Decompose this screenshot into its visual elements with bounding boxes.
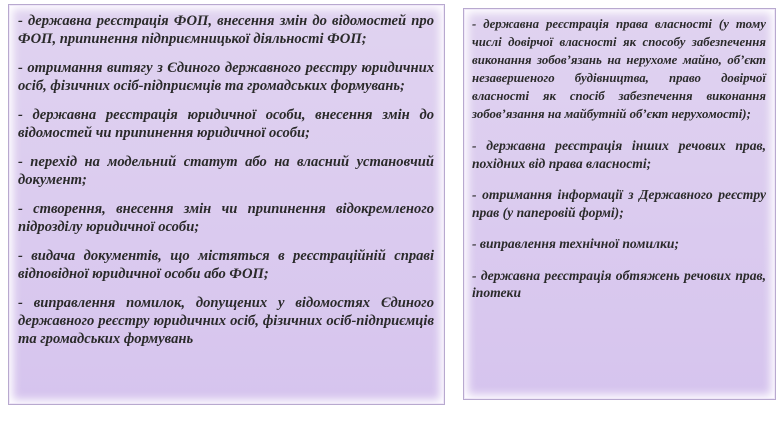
list-item: - створення, внесення змін чи припинення відокремленого підрозділу юридичної особи;: [18, 201, 434, 235]
list-item: - виправлення технічної помилки;: [472, 236, 679, 251]
left-services-panel: [8, 4, 445, 405]
right-services-panel: [463, 8, 776, 400]
list-item: - отримання інформації з Державного реєстру прав (у паперовій формі);: [472, 187, 766, 220]
list-item: - виправлення помилок, допущених у відомостях Єдиного державного реєстру юридичних осіб, фізичних осіб-підприємців та громадських формувань: [18, 295, 434, 347]
list-item: - видача документів, що містяться в реєстраційній справі відповідної юридичної особи або ФОП;: [18, 248, 434, 282]
list-item: - державна реєстрація права власності (у тому числі довірчої власності як способу забезпечення виконання зобов’язань на нерухоме майно, об’єкт незавершеного будівництва, право довірчої власності як спосіб забезпечення виконання зобов’язання на майбутній об’єкт нерухомості);: [472, 17, 766, 121]
list-item: - державна реєстрація ФОП, внесення змін до відомостей про ФОП, припинення підприємницької діяльності ФОП;: [18, 13, 434, 47]
list-item: - державна реєстрація юридичної особи, внесення змін до відомостей чи припинення юридичної особи;: [18, 107, 434, 141]
list-item: - отримання витягу з Єдиного державного реєстру юридичних осіб, фізичних осіб-підприємців та громадських формувань;: [18, 60, 434, 94]
list-item: - перехід на модельний статут або на власний установчий документ;: [18, 154, 434, 188]
list-item: - державна реєстрація інших речових прав, похідних від права власності;: [472, 138, 766, 171]
list-item: - державна реєстрація обтяжень речових прав, іпотеки: [472, 267, 766, 300]
